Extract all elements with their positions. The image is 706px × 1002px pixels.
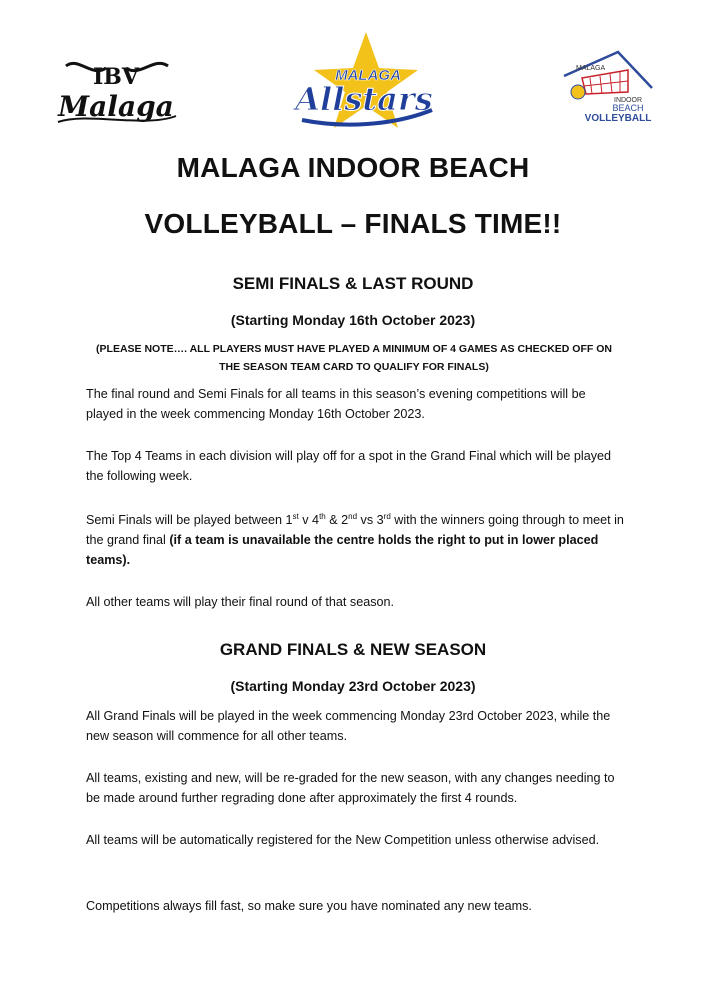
grand-paragraph-3: All teams will be automatically registered for the New Competition unless otherwise advised. <box>86 833 600 847</box>
mibv-vb-text: VOLLEYBALL <box>584 113 652 122</box>
semi-finals-date: (Starting Monday 16th October 2023) <box>230 312 476 328</box>
page-title-line-1: MALAGA INDOOR BEACH <box>176 152 530 183</box>
p3-sup-4: rd <box>383 512 391 521</box>
note-line-1: (PLEASE NOTE…. ALL PLAYERS MUST HAVE PLAYED A MINIMUM OF 4 GAMES AS CHECKED OFF ON <box>96 343 612 355</box>
volleyball-icon <box>571 85 585 99</box>
semi-paragraph-1: The final round and Semi Finals for all teams in this season’s evening competitions will be played in the week commencing Monday 16th October 2023. <box>86 387 586 421</box>
malaga-indoor-beach-volleyball-logo <box>562 48 654 122</box>
p3-sup-3: nd <box>348 512 358 521</box>
grand-finals-date: (Starting Monday 23rd October 2023) <box>230 678 476 694</box>
grand-finals-heading: GRAND FINALS & NEW SEASON <box>219 640 487 659</box>
semi-paragraph-4: All other teams will play their final round of that season. <box>86 595 395 609</box>
page-title-line-2: VOLLEYBALL – FINALS TIME!! <box>144 208 562 239</box>
semi-paragraph-2: The Top 4 Teams in each division will play off for a spot in the Grand Final which will be played the following week. <box>86 449 612 483</box>
ibv-logo-script: Malaga <box>58 90 174 123</box>
qualification-note <box>84 340 624 376</box>
p3-text-2: v 4 <box>298 513 320 527</box>
malaga-allstars-logo <box>282 30 444 134</box>
mibv-top-text: MALAGA <box>576 65 606 72</box>
grand-paragraph-2: All teams, existing and new, will be re-graded for the new season, with any changes needing to be made around further regrading done after approximately the first 4 rounds. <box>86 771 615 805</box>
ibv-logo-text: IBV <box>93 64 139 90</box>
ibv-malaga-logo <box>48 48 184 130</box>
p3-bold-text: (if a team is unavailable the centre holds the right to put in lower placed teams). <box>86 533 599 567</box>
p3-text-3: & 2 <box>325 513 349 527</box>
p3-sup-2: th <box>319 512 326 521</box>
grand-paragraph-4: Competitions always fill fast, so make sure you have nominated any new teams. <box>86 899 532 913</box>
p3-text-1: Semi Finals will be played between 1 <box>86 513 293 527</box>
grand-paragraph-1: All Grand Finals will be played in the week commencing Monday 23rd October 2023, while the new season will commence for all other teams. <box>86 709 611 743</box>
mibv-beach-text: BEACH <box>612 103 644 113</box>
allstars-main-text: Allstars <box>295 80 433 118</box>
semi-paragraph-3 <box>86 510 626 570</box>
allstars-small-text: MALAGA <box>335 67 401 84</box>
semi-finals-heading: SEMI FINALS & LAST ROUND <box>232 274 474 293</box>
p3-text-5: with the winners going through to meet in the grand final <box>86 513 624 547</box>
p3-text-4: vs 3 <box>357 513 384 527</box>
note-line-2: THE SEASON TEAM CARD TO QUALIFY FOR FINALS) <box>219 361 489 373</box>
p3-sup-1: st <box>292 512 299 521</box>
mibv-mid-text: INDOOR <box>614 97 642 104</box>
